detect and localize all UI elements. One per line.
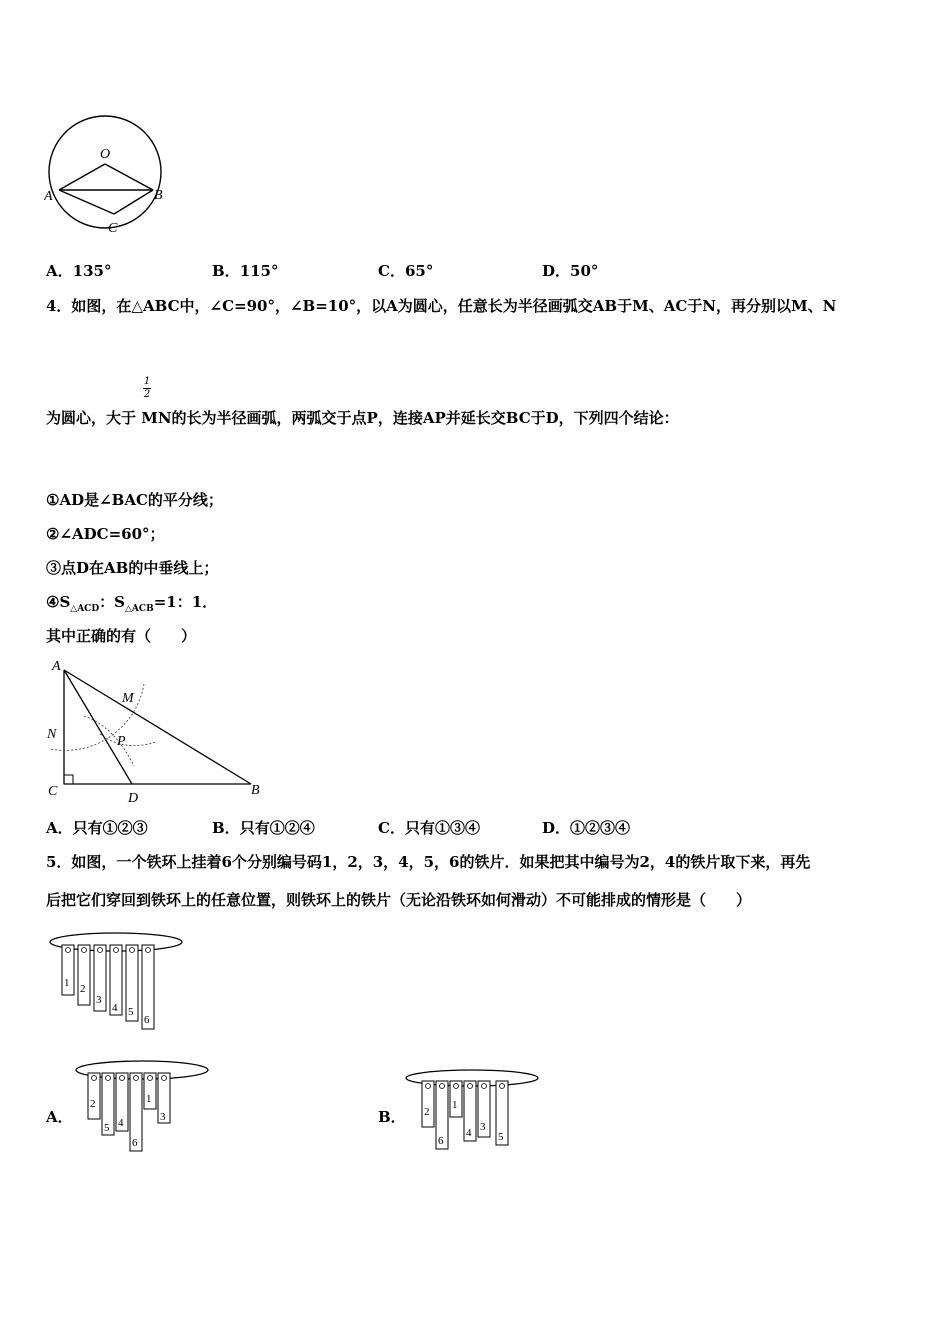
q3-option-c[interactable]: C．65° [378, 262, 434, 280]
svg-text:2: 2 [90, 1098, 96, 1110]
svg-text:6: 6 [132, 1137, 138, 1149]
q4-conclusion-3: ③点D在AB的中垂线上； [46, 559, 219, 577]
label-a: A [44, 189, 53, 204]
label-b: B [154, 188, 163, 203]
tag-2 [88, 1073, 100, 1119]
q4-triangle-figure [44, 656, 266, 806]
svg-text:1: 1 [146, 1093, 152, 1105]
svg-text:4: 4 [112, 1002, 118, 1014]
tag-2 [78, 945, 90, 1005]
q5-option-b-figure[interactable] [404, 1064, 544, 1156]
q4-conclusion-4: $④S_{\triangle ACD}$：$S_{\triangle ACB}=1$：1． [46, 593, 218, 614]
label-d: D [128, 791, 139, 806]
arc-from-n [84, 716, 134, 766]
q4-question: 其中正确的有（ ） [46, 627, 197, 645]
segment-ac [59, 190, 114, 214]
svg-text:3: 3 [96, 994, 102, 1006]
fraction-denominator: 2 [143, 389, 151, 400]
svg-text:1: 1 [64, 977, 70, 989]
label-a: A [52, 659, 61, 674]
tag-4 [110, 945, 122, 1015]
tag-1 [62, 945, 74, 995]
label-n: N [47, 727, 57, 742]
svg-text:5: 5 [104, 1122, 110, 1134]
label-c: C [108, 221, 118, 236]
tag-4 [116, 1073, 128, 1131]
q3-circle-figure [44, 108, 174, 238]
q5-option-a-label[interactable]: A． [46, 1108, 73, 1126]
q4-option-c[interactable]: C．只有①③④ [378, 819, 480, 837]
label-o: O [100, 147, 111, 162]
svg-text:5: 5 [128, 1006, 134, 1018]
q4-conclusion-2: ②∠ADC=60°； [46, 525, 165, 543]
svg-text:1: 1 [452, 1099, 458, 1111]
q4-fraction [142, 377, 152, 400]
label-b: B [251, 783, 260, 798]
tag-1 [144, 1073, 156, 1109]
svg-text:3: 3 [160, 1111, 166, 1123]
q3-option-a[interactable]: A．135° [46, 262, 112, 280]
tag-4 [464, 1081, 476, 1141]
circle [49, 116, 161, 228]
q5-option-a-figure[interactable] [74, 1056, 214, 1156]
svg-text:2: 2 [80, 983, 86, 995]
tag-6 [436, 1081, 448, 1149]
tag-5 [496, 1081, 508, 1145]
q5-main-ring-figure [48, 928, 188, 1036]
segment-oa [59, 164, 105, 190]
q4-stem-line1: 4．如图，在△ABC中，∠C=90°，∠B=10°，以A为圆心，任意长为半径画弧交AB于M、AC于N，再分别以M、N [46, 297, 837, 315]
svg-text:5: 5 [498, 1131, 504, 1143]
tag-3 [478, 1081, 490, 1137]
tag-6 [142, 945, 154, 1029]
label-p: P [117, 734, 126, 749]
tag-6 [130, 1073, 142, 1151]
tag-3 [94, 945, 106, 1011]
q3-option-b[interactable]: B．115° [212, 262, 279, 280]
segment-bc [114, 190, 153, 214]
q3-option-d[interactable]: D．50° [542, 262, 599, 280]
fraction-numerator: 1 [143, 376, 151, 387]
svg-text:4: 4 [466, 1127, 472, 1139]
segment-ob [105, 164, 153, 190]
svg-text:6: 6 [438, 1135, 444, 1147]
q4-option-b[interactable]: B．只有①②④ [212, 819, 315, 837]
right-angle-mark [64, 775, 73, 784]
q5-stem-line1: 5．如图，一个铁环上挂着6个分别编号码1，2，3，4，5，6的铁片．如果把其中编号为2，4的铁片取下来，再先 [46, 853, 811, 871]
q4-conclusion-1: ①AD是∠BAC的平分线； [46, 491, 223, 509]
q4-option-d[interactable]: D．①②③④ [542, 819, 631, 837]
svg-text:3: 3 [480, 1121, 486, 1133]
tag-5 [102, 1073, 114, 1135]
q5-stem-line2: 后把它们穿回到铁环上的任意位置，则铁环上的铁片（无论沿铁环如何滑动）不可能排成的情形是（ ） [46, 891, 752, 909]
label-c: C [48, 784, 58, 799]
tag-1 [450, 1081, 462, 1117]
side-ab [64, 670, 251, 784]
svg-text:4: 4 [118, 1117, 124, 1129]
svg-text:6: 6 [144, 1014, 150, 1026]
q4-stem-line2: 为圆心，大于 MN的长为半径画弧，两弧交于点P，连接AP并延长交BC于D，下列四个结论： [46, 409, 679, 427]
q5-option-b-label[interactable]: B． [378, 1108, 406, 1126]
tag-5 [126, 945, 138, 1021]
q4-option-a[interactable]: A．只有①②③ [46, 819, 148, 837]
label-m: M [122, 691, 134, 706]
svg-text:2: 2 [424, 1106, 430, 1118]
tag-3 [158, 1073, 170, 1123]
tag-2 [422, 1081, 434, 1127]
